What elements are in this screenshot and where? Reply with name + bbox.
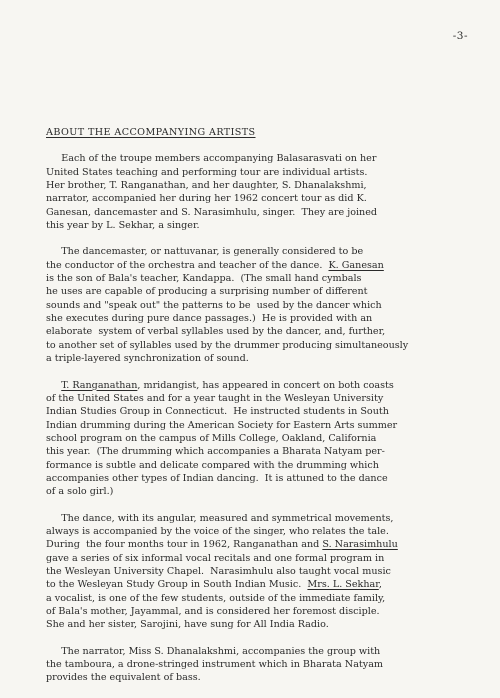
text-line: he uses are capable of producing a surprising number of different — [46, 286, 368, 298]
text-line: she executes during pure dance passages.) He is provided with an — [46, 313, 373, 325]
text-line: the Wesleyan University Chapel. Narasimhulu also taught vocal music — [46, 565, 391, 577]
text-line: gave a series of six informal vocal recitals and one formal program in — [46, 552, 385, 564]
text-line: a triple-layered synchronization of sound. — [46, 353, 249, 365]
text-line: accompanies other types of Indian dancing. It is attuned to the dance — [46, 472, 388, 484]
paragraph — [46, 245, 466, 365]
text-line: of a solo girl.) — [46, 486, 114, 498]
page-number: -3- — [452, 30, 468, 42]
paragraph — [46, 512, 466, 632]
text-line: provides the equivalent of bass. — [46, 672, 201, 684]
text-line: of Bala's mother, Jayammal, and is considered her foremost disciple. — [46, 606, 380, 617]
text-line: The dancemaster, or nattuvanar, is generally considered to be — [46, 246, 364, 258]
paragraph — [46, 152, 466, 232]
text-line: Ganesan, dancemaster and S. Narasimhulu, singer. They are joined — [46, 206, 378, 218]
text-line: She and her sister, Sarojini, have sung for All India Radio. — [46, 619, 329, 631]
text-line: The narrator, Miss S. Dhanalakshmi, accompanies the group with — [46, 645, 381, 657]
text-line: Her brother, T. Ranganathan, and her daughter, S. Dhanalakshmi, — [46, 180, 367, 192]
underlined-name: K. Ganesan — [328, 259, 384, 271]
text-line: always is accompanied by the voice of the singer, who relates the tale. — [46, 525, 389, 537]
text-line: school program on the campus of Mills College, Oakland, California — [46, 432, 377, 444]
text-line: this year by L. Sekhar, a singer. — [46, 220, 200, 232]
text-segment — [46, 380, 61, 391]
text-line: formance is subtle and delicate compared with the drumming which — [46, 459, 379, 471]
text-line: Indian drumming during the American Society for Eastern Arts summer — [46, 419, 398, 431]
text-line: this year. (The drumming which accompanies a Bharata Natyam per- — [46, 446, 385, 458]
paragraph-list — [46, 152, 466, 684]
text-line: the tamboura, a drone-stringed instrument which in Bharata Natyam — [46, 659, 384, 671]
text-segment: , — [378, 579, 382, 591]
text-line: The dance, with its angular, measured and symmetrical movements, — [46, 512, 394, 524]
paragraph — [46, 379, 466, 499]
text-line: Each of the troupe members accompanying Balasarasvati on her — [46, 153, 377, 165]
text-segment: the conductor of the orchestra and teacher of the dance. — [46, 259, 329, 271]
text-line: Indian Studies Group in Connecticut. He instructed students in South — [46, 406, 389, 418]
underlined-name: Mrs. L. Sekhar — [307, 579, 379, 591]
paragraph — [46, 645, 466, 685]
underlined-name: S. Narasimhulu — [322, 539, 398, 551]
text-line: is the son of Bala's teacher, Kandappa. (The small hand cymbals — [46, 273, 362, 285]
text-line: narrator, accompanied her during her 1962 concert tour as did K. — [46, 193, 367, 205]
text-segment: During the four months tour in 1962, Ranganathan and — [46, 539, 323, 551]
text-line — [46, 259, 466, 272]
document-body — [46, 126, 466, 698]
text-line — [46, 379, 466, 392]
text-line: of the United States and for a year taught in the Wesleyan University — [46, 392, 384, 404]
text-segment: to the Wesleyan Study Group in South Indian Music. — [46, 579, 308, 591]
text-line — [46, 538, 466, 551]
text-line: to another set of syllables used by the drummer producing simultaneously — [46, 339, 409, 351]
underlined-name: T. Ranganathan — [61, 379, 138, 391]
text-segment: , mridangist, has appeared in concert on both coasts — [137, 379, 394, 391]
text-line: sounds and "speak out" the patterns to be used by the dancer which — [46, 299, 382, 311]
text-line: United States teaching and performing tour are individual artists. — [46, 166, 368, 178]
text-line — [46, 578, 466, 591]
text-line: a vocalist, is one of the few students, outside of the immediate family, — [46, 592, 386, 604]
text-line: elaborate system of verbal syllables used by the dancer, and, further, — [46, 326, 386, 338]
section-heading: ABOUT THE ACCOMPANYING ARTISTS — [46, 127, 256, 138]
